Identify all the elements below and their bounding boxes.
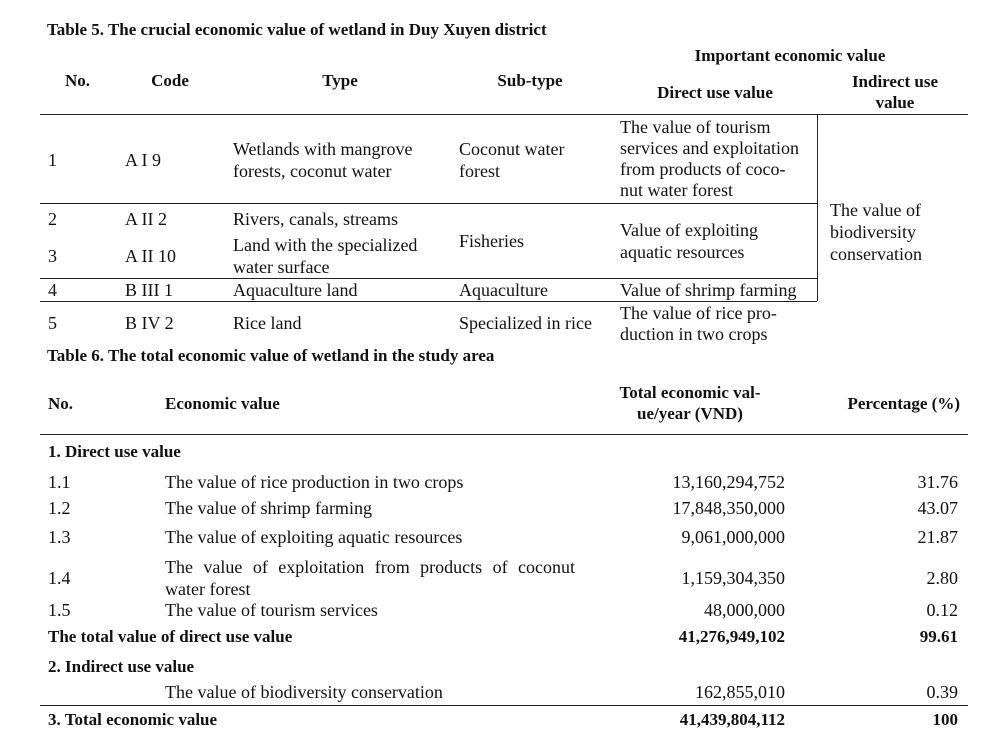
table6-caption: Table 6. The total economic value of wetland in the study area (47, 346, 495, 365)
t6-header-total: Total economic val- (619, 383, 761, 402)
t6-indirect-value: 162,855,010 (695, 682, 785, 702)
t5-header-subtype: Sub-type (497, 71, 563, 90)
t6-row-1-4-label-line1: The value of exploitation from products of coconut (165, 557, 575, 577)
t6-row-1-3-label: The value of exploiting aquatic resources (165, 527, 463, 547)
t6-header-no: No. (48, 394, 74, 413)
t6-row-1-1-label: The value of rice production in two crops (165, 472, 464, 492)
t5-indirect-merged-2: biodiversity (830, 222, 916, 242)
t5-header-code: Code (151, 71, 189, 90)
t6-row-1-5-no: 1.5 (48, 600, 71, 620)
t5-r4-no: 4 (48, 280, 57, 300)
t5-r3-code: A II 10 (125, 246, 176, 266)
t5-r4-type: Aquaculture land (233, 280, 358, 300)
t5-r2-code: A II 2 (125, 209, 167, 229)
t6-row-1-1-value: 13,160,294,752 (672, 472, 785, 492)
t5-r5-type: Rice land (233, 313, 302, 333)
t6-header-econ: Economic value (165, 394, 280, 413)
t5-header-important: Important economic value (694, 46, 886, 65)
t5-col-divider (817, 114, 818, 301)
t5-r2-type: Rivers, canals, streams (233, 209, 398, 229)
t6-row-1-5-value: 48,000,000 (704, 600, 785, 620)
t5-r5-direct-2: duction in two crops (620, 324, 768, 344)
t5-r5-sub: Specialized in rice (459, 313, 592, 333)
t6-row-1-2-pct: 43.07 (917, 498, 958, 518)
t6-row-1-3-pct: 21.87 (917, 527, 958, 547)
t5-r5-code: B IV 2 (125, 313, 174, 333)
t5-r1-direct-4: nut water forest (620, 180, 733, 200)
t5-r1-direct-2: services and exploitation (620, 138, 799, 158)
t6-total-rule (40, 705, 968, 706)
t5-row-rule-1 (40, 203, 817, 204)
t6-indirect-label: The value of biodiversity conservation (165, 682, 443, 702)
t6-row-1-5-pct: 0.12 (926, 600, 958, 620)
t6-direct-total-label: The total value of direct use value (48, 627, 293, 646)
t6-row-1-4-label-2: water forest (165, 579, 251, 599)
t5-r1-type: Wetlands with mangrove (233, 139, 413, 159)
t5-indirect-merged: The value of (830, 200, 921, 220)
t6-row-1-4-value: 1,159,304,350 (681, 568, 785, 588)
t6-row-1-4-pct: 2.80 (926, 568, 958, 588)
t6-grand-total-value: 41,439,804,112 (679, 710, 785, 729)
t6-row-1-5-label: The value of tourism services (165, 600, 378, 620)
t5-r3-no: 3 (48, 246, 57, 266)
t6-section-indirect: 2. Indirect use value (48, 657, 195, 676)
t6-indirect-pct: 0.39 (926, 682, 958, 702)
t5-r1-sub-2: forest (459, 161, 500, 181)
t5-r1-type-2: forests, coconut water (233, 161, 392, 181)
t6-header-total-2: ue/year (VND) (637, 404, 743, 423)
t6-row-1-4-label (165, 556, 575, 578)
table5-caption: Table 5. The crucial economic value of wetland in Duy Xuyen district (47, 20, 547, 39)
t6-row-1-3-no: 1.3 (48, 527, 71, 547)
t5-header-rule (40, 114, 968, 115)
t6-row-1-3-value: 9,061,000,000 (681, 527, 785, 547)
t6-section-direct: 1. Direct use value (48, 442, 181, 461)
t6-header-rule (40, 434, 968, 435)
t5-r1-no: 1 (48, 150, 57, 170)
t5-r1-direct-3: from products of coco- (620, 159, 786, 179)
t6-row-1-2-no: 1.2 (48, 498, 71, 518)
t6-row-1-4-no: 1.4 (48, 568, 71, 588)
t6-grand-total-pct: 100 (932, 710, 958, 729)
t6-row-1-2-value: 17,848,350,000 (672, 498, 785, 518)
t6-direct-total-pct: 99.61 (919, 627, 958, 646)
t5-r3-type: Land with the specialized (233, 235, 418, 255)
t5-header-indirect: Indirect use (851, 72, 939, 91)
t5-r1-code: A I 9 (125, 150, 161, 170)
t5-header-direct: Direct use value (657, 83, 773, 102)
t5-r1-direct: The value of tourism (620, 117, 771, 137)
t5-r1-sub: Coconut water (459, 139, 565, 159)
t6-direct-total-value: 41,276,949,102 (678, 627, 785, 646)
t5-r2-no: 2 (48, 209, 57, 229)
t5-r4-direct: Value of shrimp farming (620, 280, 797, 300)
t6-row-1-2-label: The value of shrimp farming (165, 498, 372, 518)
t5-r23-direct-2: aquatic resources (620, 242, 745, 262)
t5-header-type: Type (322, 71, 358, 90)
t6-header-pct: Percentage (%) (847, 394, 960, 413)
t5-r5-direct: The value of rice pro- (620, 303, 777, 323)
t6-row-1-1-pct: 31.76 (917, 472, 958, 492)
t6-row-1-1-no: 1.1 (48, 472, 71, 492)
t5-r4-code: B III 1 (125, 280, 173, 300)
t5-r3-type-2: water surface (233, 257, 330, 277)
t5-r23-direct: Value of exploiting (620, 220, 758, 240)
t5-r4-sub: Aquaculture (459, 280, 548, 300)
t5-header-indirect-2: value (875, 93, 915, 112)
t5-indirect-merged-3: conservation (830, 244, 922, 264)
t5-r5-no: 5 (48, 313, 57, 333)
t6-grand-total-label: 3. Total economic value (48, 710, 218, 729)
t5-header-no: No. (64, 71, 91, 90)
t5-r23-sub: Fisheries (459, 231, 524, 251)
